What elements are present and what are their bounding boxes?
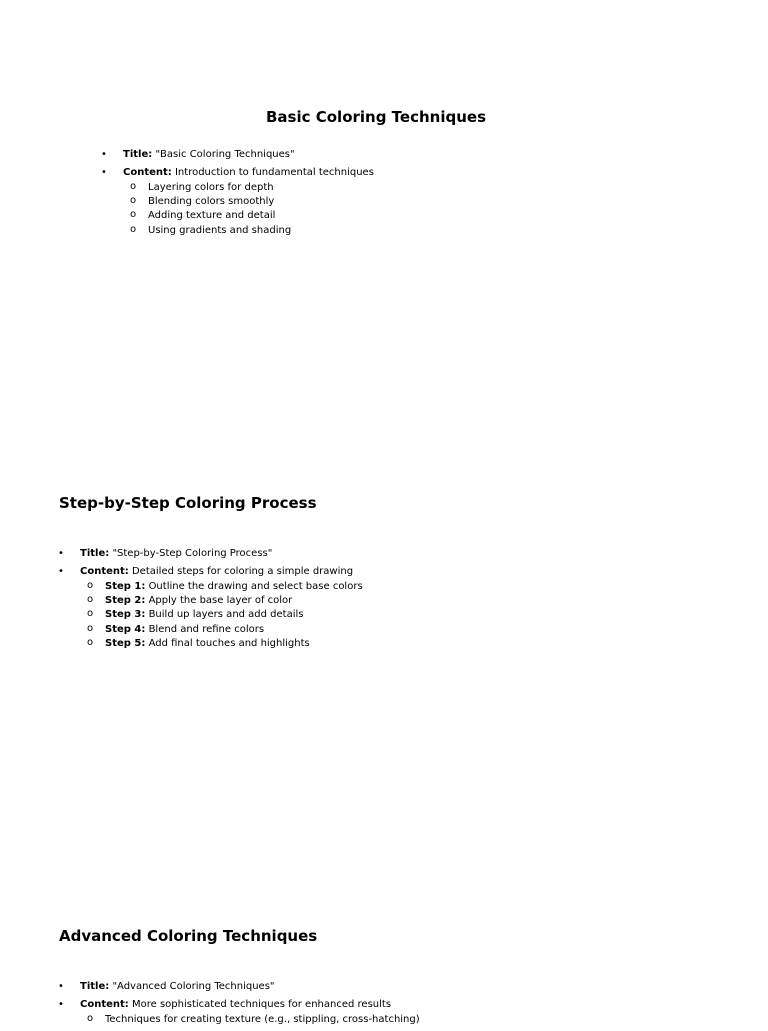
list-item-content [58, 565, 363, 651]
sub-list-item: o Techniques for creating texture (e.g., stippling, cross-hatching) [80, 1013, 420, 1027]
title-value: "Step-by-Step Coloring Process" [112, 548, 273, 559]
sub-list-item: o Blending colors smoothly [123, 195, 374, 209]
step-text: Outline the drawing and select base colors [148, 581, 363, 592]
sub-list-item: o Using gradients and shading [123, 224, 374, 238]
step-item-1 [80, 580, 363, 594]
content-value: More sophisticated techniques for enhanced results [131, 999, 392, 1010]
content-value: Detailed steps for coloring a simple drawing [131, 566, 354, 577]
sub-list-item: o Layering colors for depth [123, 181, 374, 195]
section-list-steps [58, 547, 363, 655]
section-list-advanced [58, 980, 420, 1031]
title-label: Title: [80, 981, 110, 992]
list-item-content [58, 998, 420, 1027]
list-item-title [58, 547, 363, 561]
content-label: Content: [123, 167, 172, 178]
step-item-5 [80, 637, 363, 651]
steps-list [80, 580, 363, 651]
step-label: Step 3: [105, 609, 146, 621]
title-label: Title: [123, 149, 153, 160]
list-item-content [101, 166, 374, 238]
content-label: Content: [80, 566, 129, 577]
section-heading-steps: Step-by-Step Coloring Process [59, 494, 317, 512]
title-label: Title: [80, 548, 110, 559]
step-label: Step 2: [105, 595, 146, 607]
list-item-title [58, 980, 420, 994]
sub-list [80, 1013, 420, 1027]
step-label: Step 1: [105, 581, 146, 592]
sub-list-item: o Adding texture and detail [123, 209, 374, 223]
title-value: "Advanced Coloring Techniques" [112, 981, 275, 992]
section-list-basic [101, 148, 374, 242]
step-label: Step 5: [105, 637, 146, 649]
step-text: Blend and refine colors [148, 623, 265, 635]
step-item-4 [80, 623, 363, 637]
sub-list [123, 181, 374, 238]
content-value: Introduction to fundamental techniques [174, 167, 374, 178]
step-text: Apply the base layer of color [148, 595, 293, 607]
content-label: Content: [80, 999, 129, 1010]
title-value: "Basic Coloring Techniques" [155, 149, 295, 160]
step-text: Build up layers and add details [148, 609, 304, 621]
step-label: Step 4: [105, 623, 146, 635]
section-heading-basic: Basic Coloring Techniques [266, 108, 486, 126]
section-heading-advanced: Advanced Coloring Techniques [59, 927, 318, 945]
step-item-2 [80, 594, 363, 608]
step-item-3 [80, 608, 363, 622]
step-text: Add final touches and highlights [148, 637, 310, 649]
list-item-title [101, 148, 374, 162]
